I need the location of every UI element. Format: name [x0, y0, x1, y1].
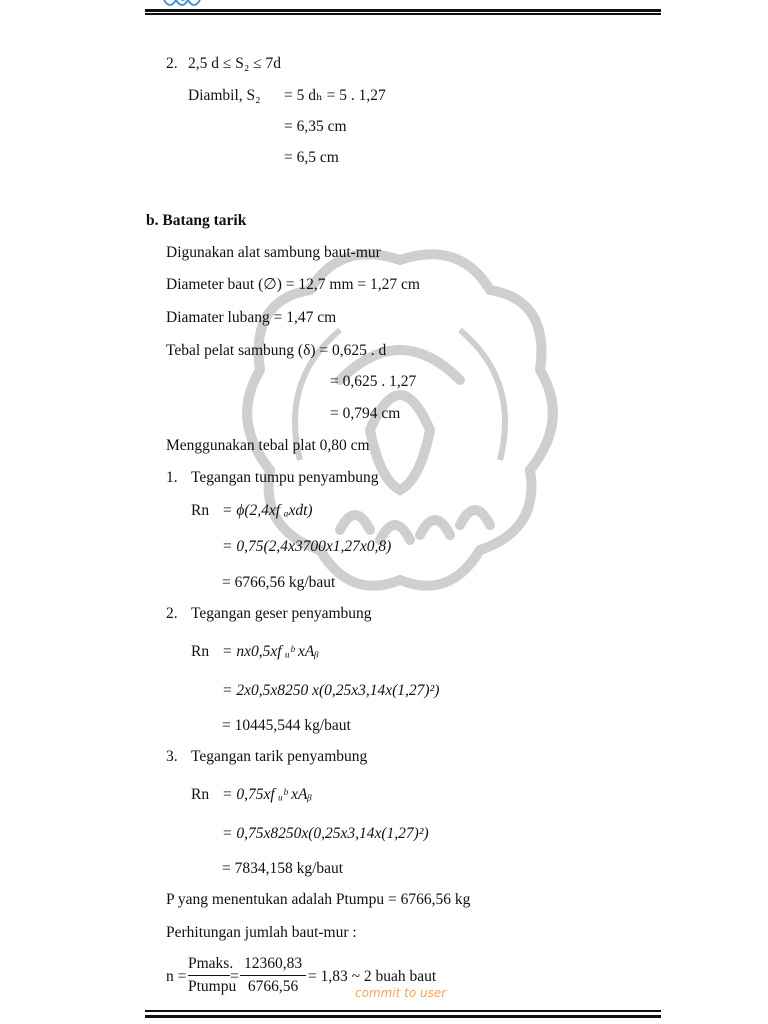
body-line: Diamater lubang = 1,47 cm: [166, 309, 337, 326]
list-number: 2.: [166, 55, 178, 72]
substitution: = 0,75(2,4x3700x1,27x0,8): [222, 538, 392, 555]
fraction-numerator: 12360,83: [243, 955, 303, 972]
header-rule-thin: [145, 13, 661, 15]
footer-rule-thin: [145, 1010, 661, 1012]
formula: = 0,75xf ᵤᵇ xAᵦ: [222, 786, 312, 803]
list-number: 2.: [166, 605, 178, 622]
result: = 7834,158 kg/baut: [222, 860, 344, 877]
rn-label: Rn: [191, 502, 210, 519]
substitution: = 0,75x8250x(0,25x3,14x(1,27)²): [222, 825, 429, 842]
tegangan-title: Tegangan tarik penyambung: [191, 748, 368, 765]
fraction-numerator: Pmaks.: [188, 955, 234, 972]
rn-label: Rn: [191, 786, 210, 803]
rn-label: Rn: [191, 643, 210, 660]
body-line: P yang menentukan adalah Ptumpu = 6766,56 kg: [166, 891, 471, 908]
formula: = ϕ(2,4xf ₐxdt): [222, 502, 313, 519]
body-line: Menggunakan tebal plat 0,80 cm: [166, 437, 370, 454]
section-heading: b. Batang tarik: [146, 212, 247, 229]
n-label: n =: [166, 968, 187, 985]
tebal-cont-line: = 0,794 cm: [330, 405, 401, 422]
list-number: 3.: [166, 748, 178, 765]
diambil-line-1: = 5 dₕ = 5 . 1,27: [284, 87, 386, 104]
tegangan-title: Tegangan tumpu penyambung: [191, 469, 379, 486]
fraction-bar: [188, 975, 230, 976]
final-result: = 1,83 ~ 2 buah baut: [308, 968, 437, 985]
diambil-label: Diambil, S₂: [188, 87, 261, 104]
diambil-line-2: = 6,35 cm: [284, 118, 347, 135]
fraction-denominator: Ptumpu: [188, 978, 237, 996]
header-rule: [145, 9, 661, 12]
result: = 6766,56 kg/baut: [222, 574, 336, 591]
commit-to-user-stamp: commit to user: [355, 986, 447, 1000]
fraction-pmaks-ptumpu: [188, 955, 237, 996]
substitution: = 2x0,5x8250 x(0,25x3,14x(1,27)²): [222, 682, 440, 699]
tegangan-title: Tegangan geser penyambung: [191, 605, 372, 622]
spacing-condition: 2,5 d ≤ S₂ ≤ 7d: [188, 55, 282, 72]
diambil-line-3: = 6,5 cm: [284, 149, 339, 166]
body-line: Digunakan alat sambung baut-mur: [166, 244, 381, 261]
formula: = nx0,5xf ᵤᵇ xAᵦ: [222, 643, 319, 660]
fraction-denominator: 6766,56: [247, 978, 299, 996]
equals-sign: =: [230, 968, 239, 985]
footer-rule: [145, 1015, 661, 1018]
body-line: Tebal pelat sambung (δ) = 0,625 . d: [166, 342, 387, 359]
body-line: Perhitungan jumlah baut-mur :: [166, 924, 357, 941]
body-line: Diameter baut (∅) = 12,7 mm = 1,27 cm: [166, 276, 420, 293]
fraction-bar: [240, 975, 306, 976]
list-number: 1.: [166, 469, 178, 486]
tebal-cont-line: = 0,625 . 1,27: [330, 373, 417, 390]
fraction-values: [240, 955, 306, 996]
result: = 10445,544 kg/baut: [222, 717, 351, 734]
